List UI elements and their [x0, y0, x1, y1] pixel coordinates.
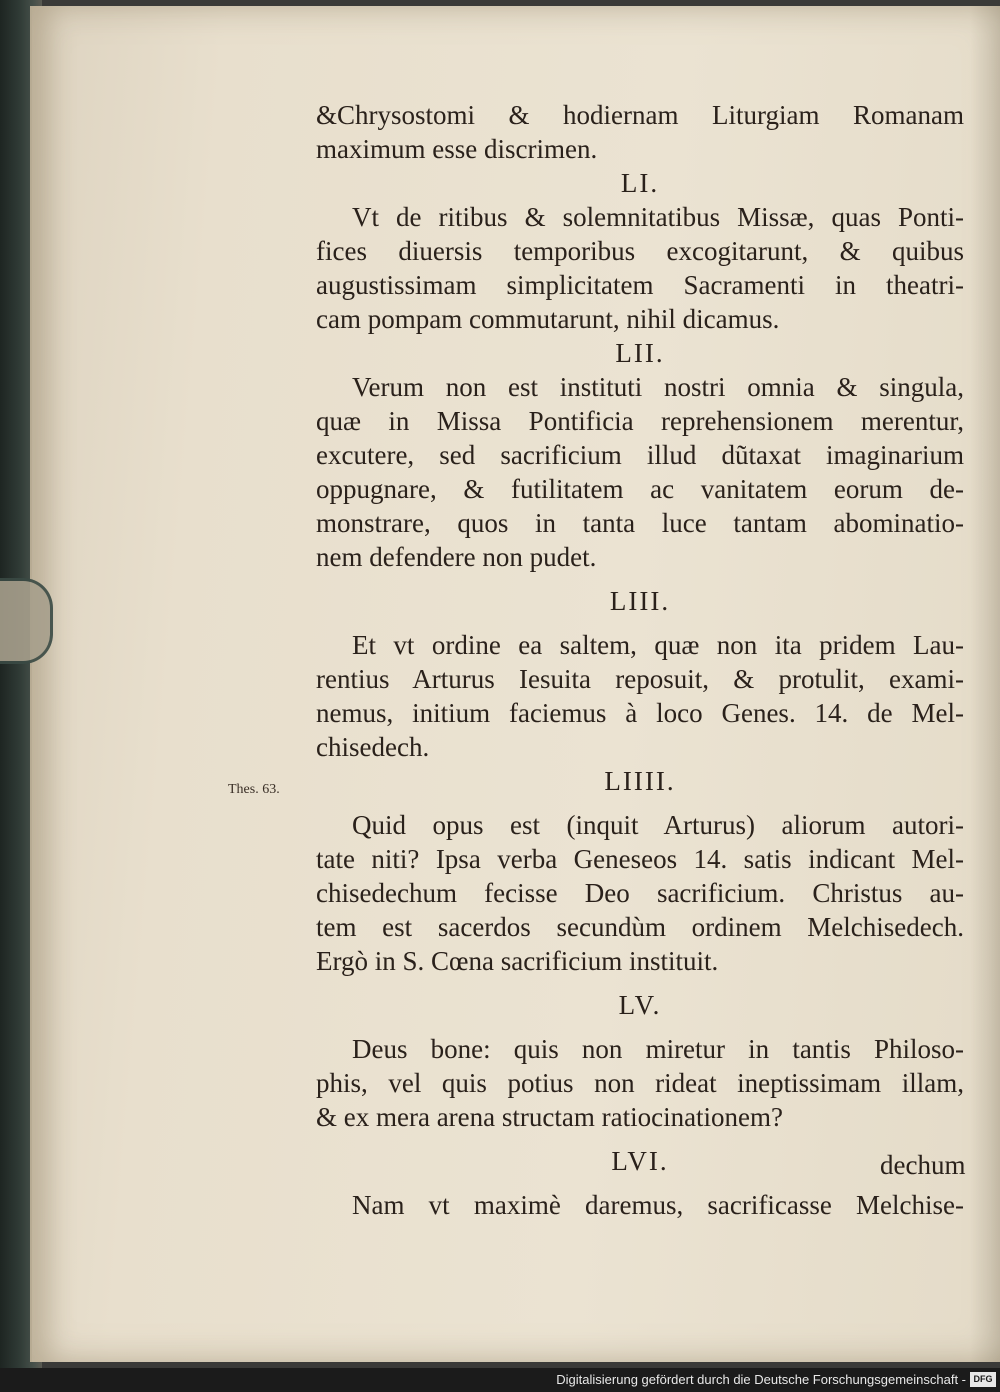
text-line: quæ in Missa Pontificia reprehensionem merentur,: [316, 406, 964, 436]
section-heading: LIII.: [609, 586, 671, 616]
section-heading: LIIII.: [604, 766, 676, 796]
text-line: phis, vel quis potius non rideat ineptissimam illam,: [316, 1068, 964, 1098]
section-heading: LII.: [615, 338, 665, 368]
text-line: cam pompam commutarunt, nihil dicamus.: [316, 304, 780, 334]
text-line: & ex mera arena structam ratiocinationem?: [316, 1102, 784, 1132]
catchword: dechum: [880, 1150, 966, 1180]
text-line: augustissimam simplicitatem Sacramenti in theatri-: [316, 270, 964, 300]
margin-note: Thes. 63.: [228, 782, 280, 797]
section-heading: LV.: [618, 990, 662, 1020]
text-line: &Chrysostomi & hodiernam Liturgiam Romanam: [316, 100, 964, 130]
text-line: chisedech.: [316, 732, 430, 762]
page-text: [316, 98, 964, 1222]
text-line: Verum non est instituti nostri omnia & singula,: [352, 372, 964, 402]
text-line: tate niti? Ipsa verba Geneseos 14. satis indicant Mel-: [316, 844, 964, 874]
page-fold-shadow: [970, 6, 1000, 1362]
text-line: chisedechum fecisse Deo sacrificium. Christus au-: [316, 878, 964, 908]
section-heading: LVI.: [611, 1146, 669, 1176]
footer-bar: [0, 1368, 1000, 1392]
section-heading: LI.: [620, 168, 660, 198]
funding-credit: Digitalisierung gefördert durch die Deutsche Forschungsgemeinschaft -: [556, 1372, 966, 1387]
text-line: Et vt ordine ea saltem, quæ non ita pridem Lau-: [352, 630, 964, 660]
text-line: nem defendere non pudet.: [316, 542, 597, 572]
text-line: Vt de ritibus & solemnitatibus Missæ, quas Ponti-: [352, 202, 964, 232]
text-line: Deus bone: quis non miretur in tantis Philoso-: [352, 1034, 964, 1064]
text-line: fices diuersis temporibus excogitarunt, & quibus: [316, 236, 964, 266]
text-line: oppugnare, & futilitatem ac vanitatem eorum de-: [316, 474, 964, 504]
text-line: monstrare, quos in tanta luce tantam abominatio-: [316, 508, 964, 538]
text-line: Nam vt maximè daremus, sacrificasse Melchise-: [352, 1190, 964, 1220]
book-clasp: [0, 578, 53, 664]
text-line: Ergò in S. Cœna sacrificium instituit.: [316, 946, 719, 976]
text-line: Quid opus est (inquit Arturus) aliorum autori-: [352, 810, 964, 840]
text-line: tem est sacerdos secundùm ordinem Melchisedech.: [316, 912, 964, 942]
text-line: excutere, sed sacrificium illud dũtaxat imaginarium: [316, 440, 964, 470]
text-line: nemus, initium faciemus à loco Genes. 14. de Mel-: [316, 698, 964, 728]
text-line: rentius Arturus Iesuita reposuit, & protulit, exami-: [316, 664, 964, 694]
text-line: maximum esse discrimen.: [316, 134, 598, 164]
dfg-logo-icon: DFG: [970, 1372, 996, 1387]
